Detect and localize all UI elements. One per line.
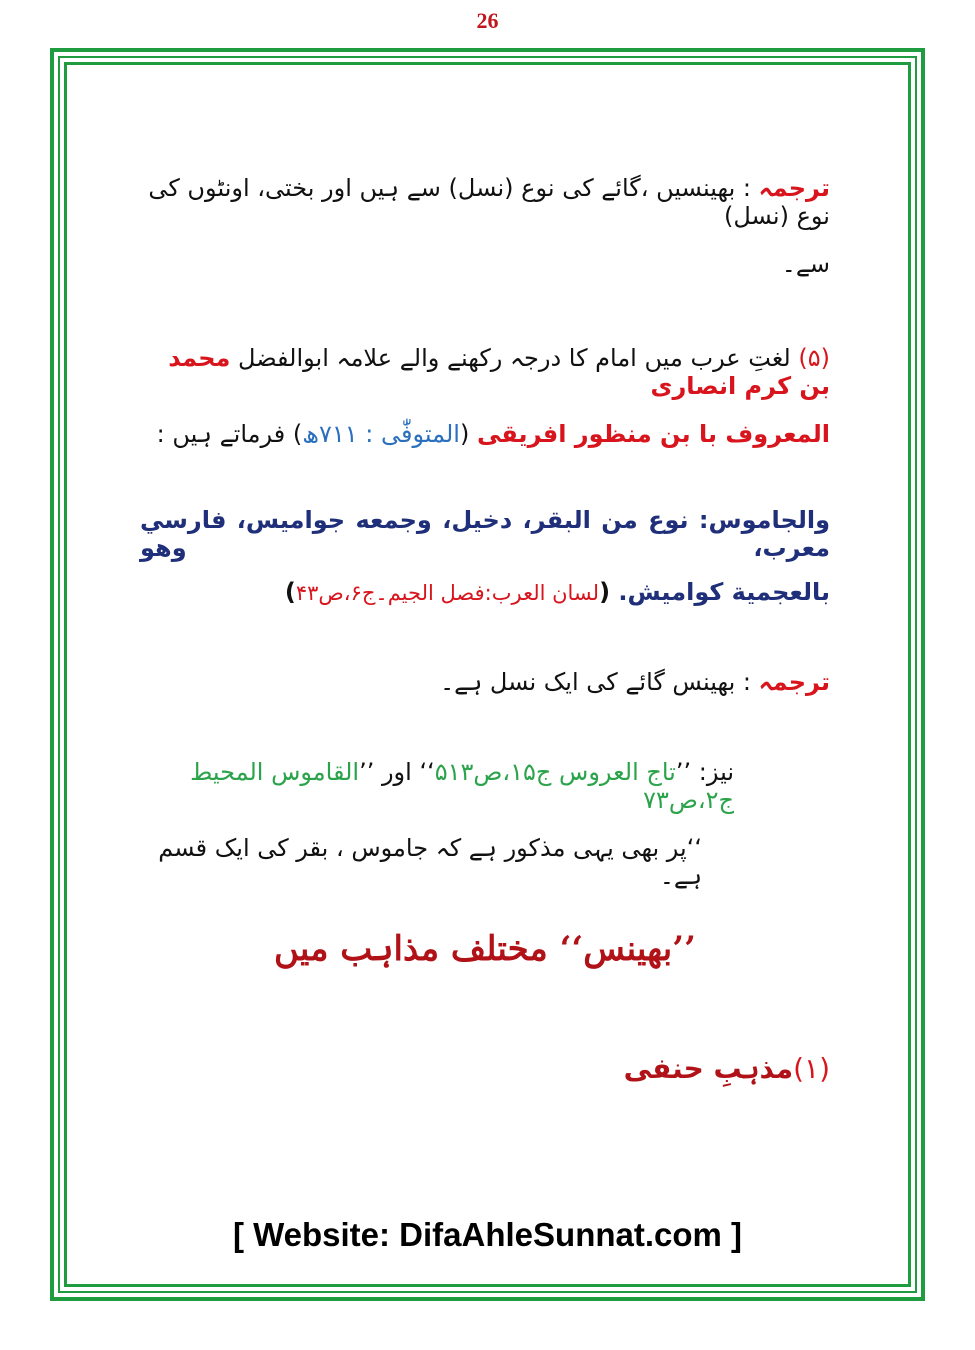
also-references-line-1: نیز: ’’تاج العروس ج۱۵،ص۵۱۳‘‘ اور ’’القاموس المحیط ج۲،ص۷۳ (190, 758, 734, 814)
arabic-citation: لسان العرب:فصل الجيم۔ج۶،ص۴۳ (295, 581, 600, 605)
translation-paragraph-1 (140, 174, 830, 230)
subsection-heading (140, 1052, 830, 1085)
arabic-quote-line-1: والجاموس: نوع من البقر، دخيل، وجمعه جواميس، فارسي معرب، وهو (140, 506, 830, 562)
citation-paren-close: ) (284, 578, 296, 606)
translation-text-2: : بھینس گائے کی ایک نسل ہے۔ (440, 668, 751, 696)
death-paren-open: ( (459, 420, 470, 448)
translation-text-cont: سے۔ (781, 250, 830, 278)
translation-paragraph-2 (140, 668, 830, 696)
reference-al-qamus: القاموس المحیط ج۲،ص۷۳ (190, 758, 734, 814)
translation-label: ترجمہ (758, 174, 830, 202)
translation-text: : بھینسیں ،گائے کی نوع (نسل) سے ہیں اور بختی، اونٹوں کی نوع (نسل) (148, 174, 830, 230)
also-prefix: نیز (706, 758, 734, 786)
subsection-title: مذہبِ حنفی (623, 1052, 794, 1085)
page-number: 26 (476, 8, 499, 33)
also-text: پر بھی یہی مذکور ہے کہ جاموس ، بقر کی ایک قسم ہے۔ (158, 834, 702, 890)
citation-paren-open: ( (599, 578, 611, 606)
scholar-intro: لغتِ عرب میں امام کا درجہ رکھنے والے علامہ ابوالفضل (238, 344, 791, 372)
death-paren-close: ) (292, 420, 303, 448)
says-text: فرماتے ہیں : (156, 420, 286, 448)
translation-label-2: ترجمہ (758, 668, 830, 696)
arabic-quote-text: بالعجمية كواميش. (618, 578, 830, 606)
item-number: (۵) (798, 344, 830, 372)
death-date: المتوفّٰی : ۷۱۱ھ (302, 420, 460, 448)
also-conjunction: اور (381, 758, 412, 786)
scholar-paragraph-line-1 (140, 344, 830, 400)
scholar-name: محمد بن کرم انصاری (168, 344, 830, 400)
section-heading: ’’بھینس‘‘ مختلف مذاہب میں (274, 929, 696, 969)
also-references-line-2: ‘‘پر بھی یہی مذکور ہے کہ جاموس ، بقر کی ایک قسم ہے۔ (158, 834, 702, 890)
footer-website: [ Website: DifaAhleSunnat.com ] (232, 1216, 743, 1253)
subsection-number: (۱) (793, 1052, 830, 1085)
translation-paragraph-1-cont (140, 250, 830, 278)
scholar-paragraph-line-2 (140, 420, 830, 448)
arabic-quote-line-2 (140, 578, 830, 606)
reference-taj-al-arus: تاج العروس ج۱۵،ص۵۱۳ (434, 758, 676, 786)
scholar-name-cont: المعروف با بن منظور افریقی (477, 420, 830, 448)
